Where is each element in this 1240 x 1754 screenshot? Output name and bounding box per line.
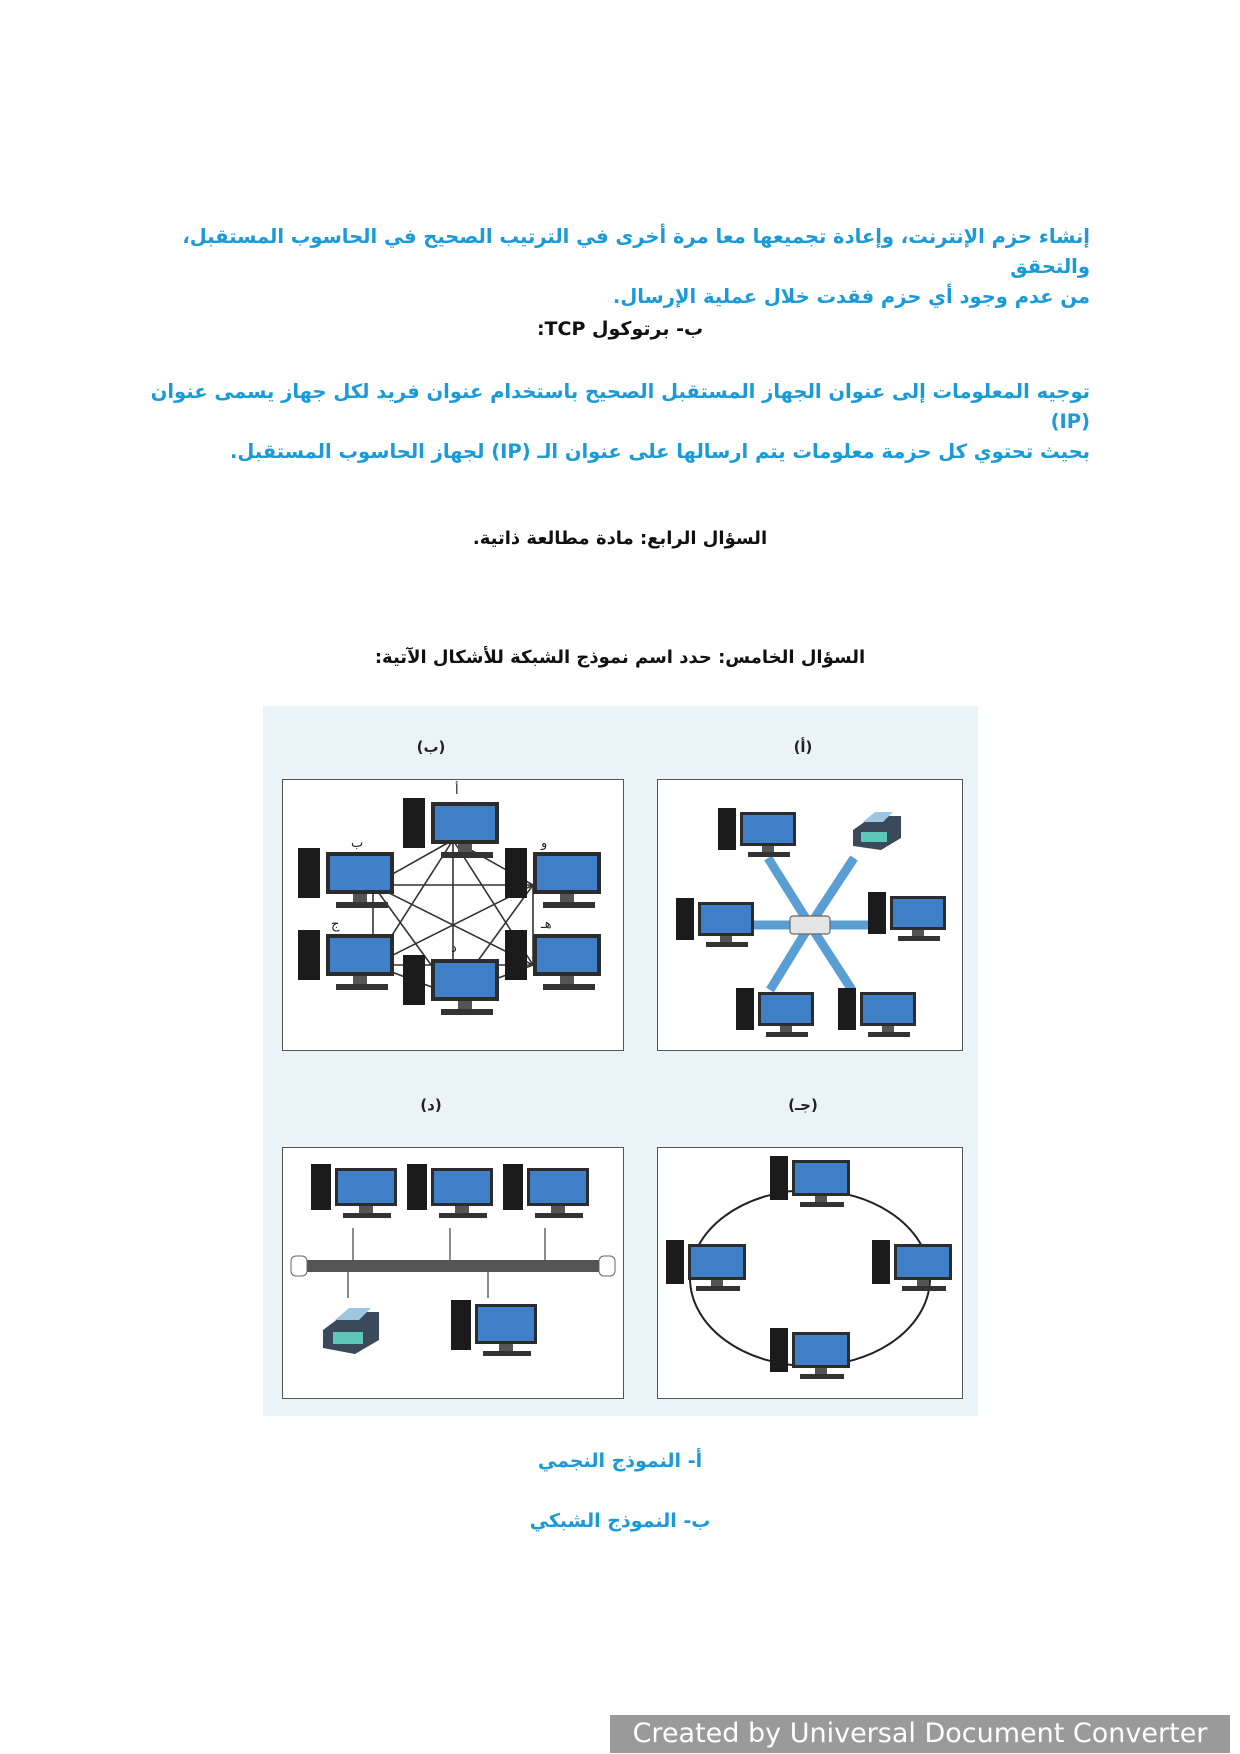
computer-icon [770, 1156, 850, 1207]
computer-icon [311, 1164, 397, 1218]
computer-icon [298, 930, 394, 990]
panel-c-label: (جـ) [788, 1096, 818, 1114]
bus-backbone [303, 1260, 603, 1272]
node-label: أ [455, 783, 459, 798]
paragraph-ip-description [150, 377, 1090, 467]
computer-icon [505, 930, 601, 990]
computer-icon [872, 1240, 952, 1291]
computer-icon [676, 898, 754, 947]
computer-icon [838, 988, 916, 1037]
computer-icon [403, 955, 499, 1015]
printer-icon [853, 812, 901, 850]
question-four: السؤال الرابع: مادة مطالعة ذاتية. [472, 528, 768, 549]
computer-icon [666, 1240, 746, 1291]
paragraph-line: من عدم وجود أي حزم فقدت خلال عملية الإرسال. [612, 285, 1090, 308]
computer-icon [407, 1164, 493, 1218]
computer-icon [451, 1300, 537, 1356]
computer-icon [298, 848, 394, 908]
computer-icon [403, 798, 499, 858]
panel-a-star [657, 779, 963, 1051]
computer-icon [770, 1328, 850, 1379]
computer-icon [503, 1164, 589, 1218]
mesh-computers [298, 798, 601, 1015]
paragraph-line: إنشاء حزم الإنترنت، وإعادة تجميعها معا مرة أخرى في الترتيب الصحيح في الحاسوب المستقبل، والتحقق [182, 225, 1090, 278]
node-label: و [541, 836, 548, 851]
hub-icon [790, 916, 830, 934]
panel-c-ring [657, 1147, 963, 1399]
star-network-diagram [658, 780, 962, 1050]
network-models-figure [263, 706, 978, 1416]
panel-d-bus [282, 1147, 624, 1399]
printer-icon [323, 1308, 379, 1354]
question-five: السؤال الخامس: حدد اسم نموذج الشبكة للأشكال الآتية: [374, 647, 866, 668]
node-label: هـ [541, 917, 552, 932]
panel-d-label: (د) [420, 1096, 442, 1114]
paragraph-tcp-description [150, 222, 1090, 312]
panel-a-label: (أ) [793, 738, 813, 756]
answer-b: ب- النموذج الشبكي [529, 1510, 711, 1532]
bus-network-diagram [283, 1148, 623, 1398]
node-label: ج [331, 917, 340, 932]
computer-icon [736, 988, 814, 1037]
computer-icon [505, 848, 601, 908]
computer-icon [868, 892, 946, 941]
heading-tcp: ب- برتوكول TCP: [536, 318, 704, 340]
answer-a: أ- النموذج النجمي [537, 1450, 703, 1472]
panel-b-mesh [282, 779, 624, 1051]
paragraph-line: بحيث تحتوي كل حزمة معلومات يتم ارسالها على عنوان الـ (IP) لجهاز الحاسوب المستقبل. [229, 440, 1090, 463]
ring-network-diagram [658, 1148, 962, 1398]
mesh-network-diagram [283, 780, 623, 1050]
terminator-icon [599, 1256, 615, 1276]
converter-watermark: Created by Universal Document Converter [610, 1715, 1230, 1753]
paragraph-line: توجيه المعلومات إلى عنوان الجهاز المستقبل الصحيح باستخدام عنوان فريد لكل جهاز يسمى عنوان (IP) [150, 380, 1090, 433]
computer-icon [718, 808, 796, 857]
node-label: ب [351, 836, 364, 851]
terminator-icon [291, 1256, 307, 1276]
node-label: د [451, 941, 457, 956]
panel-b-label: (ب) [416, 738, 446, 756]
